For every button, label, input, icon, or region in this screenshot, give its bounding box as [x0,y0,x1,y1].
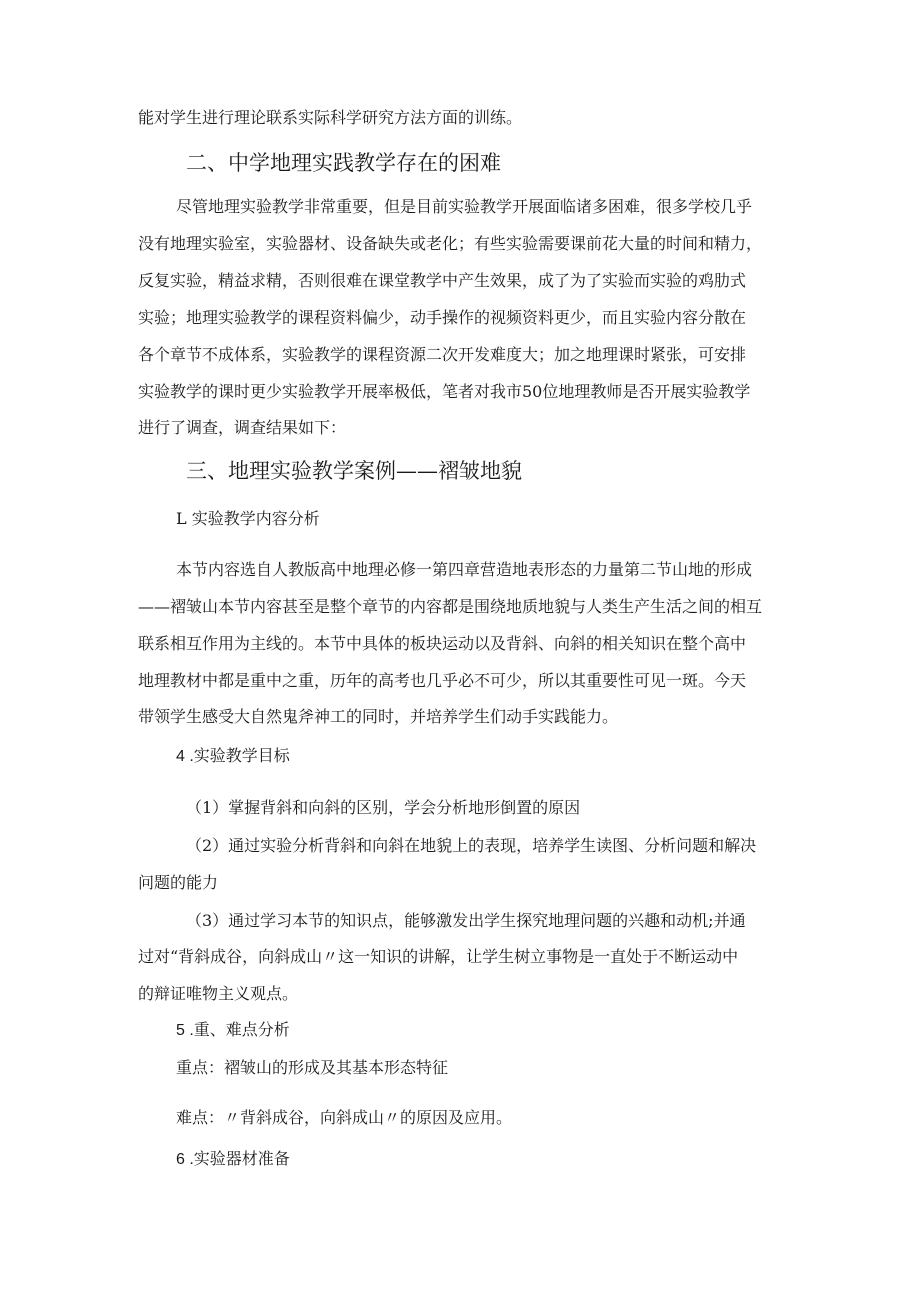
sub1-label: L 实验教学内容分析 [176,509,320,528]
sub1-para-line: 联系相互作用为主线的。本节中具体的板块运动以及背斜、向斜的相关知识在整个高中 [138,634,747,653]
intro-tail-text: 能对学生进行理论联系实际科学研究方法方面的训练。 [138,108,523,127]
sub1-para-line: 带领学生感受大自然鬼斧神工的同时，并培养学生们动手实践能力。 [138,707,619,726]
section3-heading: 三、地理实验教学案例——褶皱地貌 [186,459,522,483]
sub1-para-line: ——褶皱山本节内容甚至是整个章节的内容都是围绕地质地貌与人类生产生活之间的相互 [138,597,763,616]
section2-para-line: 没有地理实验室，实验器材、设备缺失或老化；有些实验需要课前花大量的时间和精力， [138,234,763,253]
section2-heading: 二、中学地理实践教学存在的困难 [186,151,501,175]
goal3-line: （3）通过学习本节的知识点，能够激发出学生探究地理问题的兴趣和动机;并通 [186,911,746,930]
section2-para-line: 实验教学的课时更少实验教学开展率极低，笔者对我市50位地理教师是否开展实验教学 [138,382,751,401]
sub4-label: 6 .实验器材准备 [176,1151,290,1168]
key-point-text: 重点：褶皱山的形成及其基本形态特征 [176,1058,449,1077]
sub1-para-line: 本节内容选自人教版高中地理必修一第四章营造地表形态的力量第二节山地的形成 [176,560,753,579]
goal3-line: 过对“背斜成谷，向斜成山〃这一知识的讲解，让学生树立事物是一直处于不断运动中 [138,947,739,966]
section2-para-line: 各个章节不成体系，实验教学的课程资源二次开发难度大；加之地理课时紧张，可安排 [138,345,747,364]
goal2-line: 问题的能力 [138,873,219,892]
section2-para-line: 进行了调查，调查结果如下： [138,418,347,437]
sub3-label: 5 .重、难点分析 [176,1022,290,1039]
section2-para-line: 尽管地理实验教学非常重要，但是目前实验教学开展面临诸多困难，很多学校几乎 [176,197,753,216]
goal3-line: 的辩证唯物主义观点。 [138,984,299,1003]
difficult-point-text: 难点：〃背斜成谷，向斜成山〃的原因及应用。 [176,1108,513,1127]
section2-para-line: 反复实验，精益求精，否则很难在课堂教学中产生效果，成了为了实验而实验的鸡肋式 [138,271,747,290]
sub2-label: 4 .实验教学目标 [176,748,290,765]
goal1-text: （1）掌握背斜和向斜的区别，学会分析地形倒置的原因 [186,798,581,817]
sub1-para-line: 地理教材中都是重中之重，历年的高考也几乎必不可少，所以其重要性可见一斑。今天 [138,671,747,690]
section2-para-line: 实验；地理实验教学的课程资料偏少，动手操作的视频资料更少，而且实验内容分散在 [138,308,747,327]
goal2-line: （2）通过实验分析背斜和向斜在地貌上的表现，培养学生读图、分析问题和解决 [186,836,757,855]
